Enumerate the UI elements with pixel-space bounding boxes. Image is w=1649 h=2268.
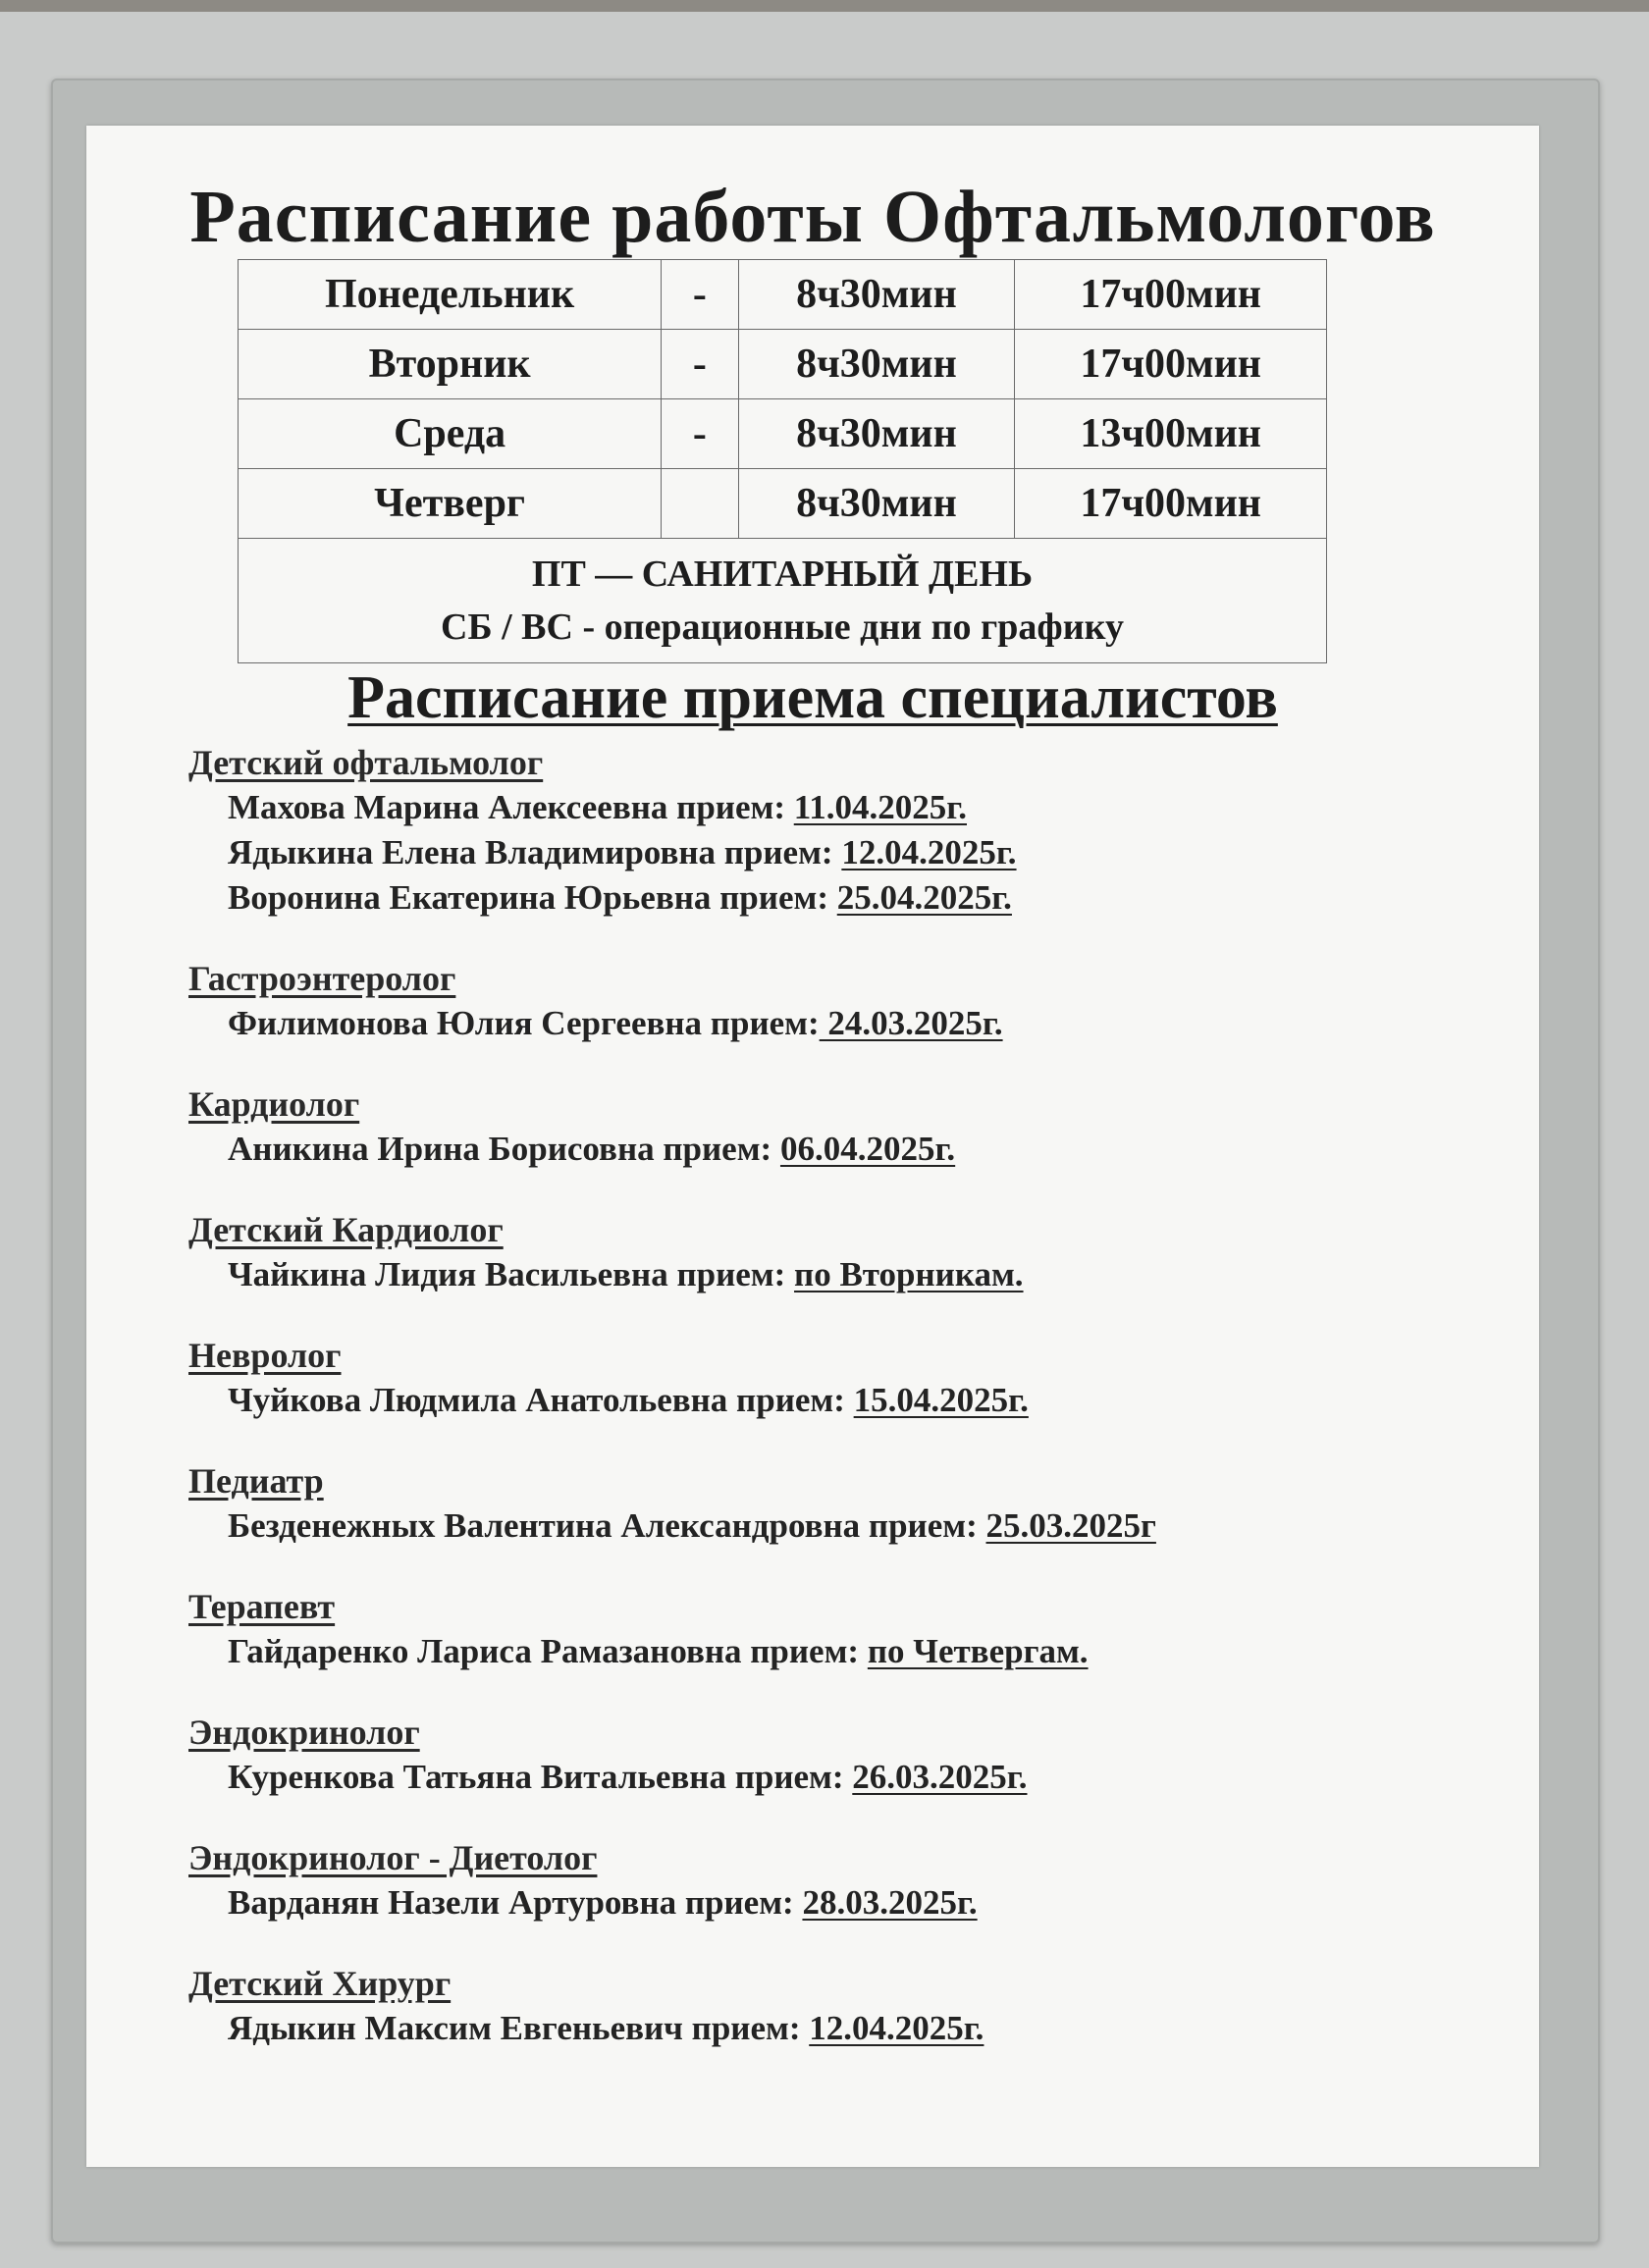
specialist-section bbox=[188, 1458, 1504, 1549]
appointment-date: 12.04.2025г. bbox=[809, 2009, 984, 2047]
schedule-sheet bbox=[86, 126, 1539, 2167]
hours-row bbox=[239, 469, 1327, 539]
appointment-date: по Четвергам. bbox=[867, 1632, 1089, 1670]
hours-note bbox=[239, 539, 1327, 663]
appointment-date: 06.04.2025г. bbox=[779, 1130, 956, 1168]
start-time-cell: 8ч30мин bbox=[738, 260, 1015, 330]
specialty-title: Педиатр bbox=[188, 1461, 324, 1501]
end-time-cell: 17ч00мин bbox=[1015, 260, 1327, 330]
doctor-name: Воронина Екатерина Юрьевна прием: bbox=[228, 878, 837, 917]
doctor-entry bbox=[188, 1629, 1504, 1674]
specialist-section bbox=[188, 956, 1504, 1046]
dash-cell: - bbox=[662, 260, 738, 330]
doctor-name: Чайкина Лидия Васильевна прием: bbox=[228, 1255, 795, 1293]
appointment-date: 24.03.2025г. bbox=[819, 1004, 1003, 1042]
specialist-section bbox=[188, 1710, 1504, 1800]
hours-note-row bbox=[239, 539, 1327, 663]
specialist-section bbox=[188, 1835, 1504, 1925]
specialist-section bbox=[188, 1081, 1504, 1172]
specialist-section bbox=[188, 1584, 1504, 1674]
day-cell: Среда bbox=[239, 399, 662, 469]
doctor-entry bbox=[188, 1001, 1504, 1046]
specialists-title: Расписание приема специалистов bbox=[347, 664, 1278, 731]
specialty-title: Детский Кардиолог bbox=[188, 1210, 504, 1249]
end-time-cell: 13ч00мин bbox=[1015, 399, 1327, 469]
specialist-section bbox=[188, 1333, 1504, 1423]
doctor-entry bbox=[188, 1503, 1504, 1549]
doctor-entry bbox=[188, 1378, 1504, 1423]
doctor-name: Чуйкова Людмила Анатольевна прием: bbox=[228, 1381, 854, 1419]
doctor-name: Безденежных Валентина Александровна прием: bbox=[228, 1506, 986, 1545]
doctor-name: Варданян Назели Артуровна прием: bbox=[228, 1883, 803, 1922]
doctor-name: Филимонова Юлия Сергеевна прием: bbox=[228, 1004, 820, 1042]
doctor-entry bbox=[188, 1880, 1504, 1925]
weekend-note: СБ / ВС - операционные дни по графику bbox=[441, 607, 1124, 648]
doctor-name: Куренкова Татьяна Витальевна прием: bbox=[228, 1758, 853, 1796]
wall-background bbox=[0, 0, 1649, 12]
day-cell: Четверг bbox=[239, 469, 662, 539]
appointment-date: 28.03.2025г. bbox=[802, 1883, 978, 1922]
specialist-section bbox=[188, 740, 1504, 921]
doctor-name: Ядыкина Елена Владимировна прием: bbox=[228, 833, 842, 871]
specialist-section bbox=[188, 1207, 1504, 1297]
specialty-title: Невролог bbox=[188, 1336, 342, 1375]
end-time-cell: 17ч00мин bbox=[1015, 330, 1327, 399]
doctor-entry bbox=[188, 785, 1504, 830]
doctor-entry bbox=[188, 830, 1504, 875]
specialists-list bbox=[188, 740, 1504, 2086]
doctor-entry bbox=[188, 1252, 1504, 1297]
specialty-title: Терапевт bbox=[188, 1587, 336, 1626]
page-title: Расписание работы Офтальмологов bbox=[189, 176, 1436, 258]
specialty-title: Эндокринолог - Диетолог bbox=[188, 1838, 598, 1877]
dash-cell: - bbox=[662, 330, 738, 399]
appointment-date: 26.03.2025г. bbox=[852, 1758, 1028, 1796]
specialty-title: Детский Хирург bbox=[188, 1964, 452, 2003]
end-time-cell: 17ч00мин bbox=[1015, 469, 1327, 539]
specialist-section bbox=[188, 1961, 1504, 2051]
start-time-cell: 8ч30мин bbox=[738, 399, 1015, 469]
specialty-title: Кардиолог bbox=[188, 1084, 360, 1124]
appointment-date: 15.04.2025г. bbox=[853, 1381, 1029, 1419]
doctor-name: Аникина Ирина Борисовна прием: bbox=[228, 1130, 780, 1168]
doctor-entry bbox=[188, 875, 1504, 921]
friday-note: ПТ — САНИТАРНЫЙ ДЕНЬ bbox=[531, 554, 1034, 595]
hours-row bbox=[239, 330, 1327, 399]
doctor-entry bbox=[188, 1127, 1504, 1172]
appointment-date: по Вторникам. bbox=[794, 1255, 1024, 1293]
start-time-cell: 8ч30мин bbox=[738, 469, 1015, 539]
doctor-name: Ядыкин Максим Евгеньевич прием: bbox=[228, 2009, 810, 2047]
hours-row bbox=[239, 260, 1327, 330]
doctor-entry bbox=[188, 2006, 1504, 2051]
start-time-cell: 8ч30мин bbox=[738, 330, 1015, 399]
appointment-date: 25.04.2025г. bbox=[836, 878, 1012, 917]
dash-cell bbox=[662, 469, 738, 539]
appointment-date: 11.04.2025г. bbox=[793, 788, 967, 826]
specialty-title: Гастроэнтеролог bbox=[188, 959, 456, 998]
day-cell: Понедельник bbox=[239, 260, 662, 330]
specialty-title: Эндокринолог bbox=[188, 1713, 420, 1752]
day-cell: Вторник bbox=[239, 330, 662, 399]
appointment-date: 12.04.2025г. bbox=[841, 833, 1017, 871]
doctor-name: Махова Марина Алексеевна прием: bbox=[228, 788, 794, 826]
specialty-title: Детский офтальмолог bbox=[188, 743, 544, 782]
dash-cell: - bbox=[662, 399, 738, 469]
appointment-date: 25.03.2025г bbox=[985, 1506, 1156, 1545]
doctor-entry bbox=[188, 1755, 1504, 1800]
working-hours-table bbox=[238, 259, 1327, 663]
hours-row bbox=[239, 399, 1327, 469]
doctor-name: Гайдаренко Лариса Рамазановна прием: bbox=[228, 1632, 868, 1670]
